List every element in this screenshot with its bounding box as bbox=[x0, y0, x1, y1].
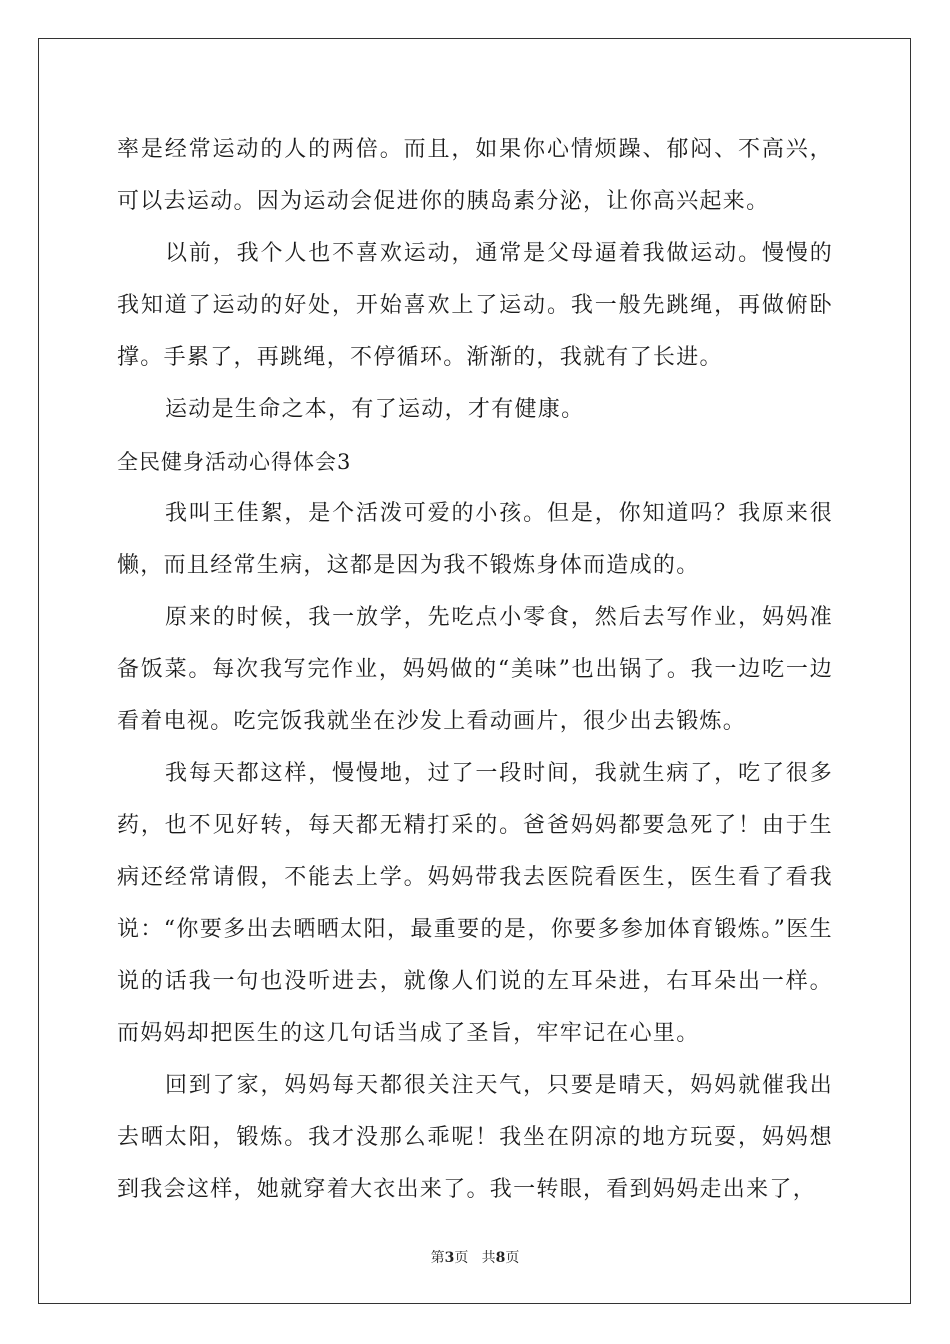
total-suffix: 页 bbox=[505, 1250, 520, 1266]
paragraph: 我每天都这样，慢慢地，过了一段时间，我就生病了，吃了很多药，也不见好转，每天都无精打采的。爸爸妈妈都要急死了！由于生病还经常请假，不能去上学。妈妈带我去医院看医生，医生看了看我说：“你要多出去晒晒太阳，最重要的是，你要多参加体育锻炼。”医生说的话我一句也没听进去，就像人们说的左耳朵进，右耳朵出一样。而妈妈却把医生的这几句话当成了圣旨，牢牢记在心里。 bbox=[117, 761, 833, 1046]
paragraph: 率是经常运动的人的两倍。而且，如果你心情烦躁、郁闷、不高兴，可以去运动。因为运动会促进你的胰岛素分泌，让你高兴起来。 bbox=[117, 137, 833, 214]
page-number: 3 bbox=[444, 1250, 455, 1266]
paragraph: 回到了家，妈妈每天都很关注天气，只要是晴天，妈妈就催我出去晒太阳，锻炼。我才没那么乖呢！我坐在阴凉的地方玩耍，妈妈想到我会这样，她就穿着大衣出来了。我一转眼，看到妈妈走出来了， bbox=[117, 1073, 833, 1202]
section-heading: 全民健身活动心得体会3 bbox=[117, 450, 352, 474]
paragraph: 运动是生命之本，有了运动，才有健康。 bbox=[165, 397, 585, 422]
document-body bbox=[117, 124, 833, 1216]
total-pages: 8 bbox=[495, 1250, 506, 1266]
total-prefix: 共 bbox=[481, 1250, 496, 1266]
page-suffix: 页 bbox=[454, 1250, 469, 1266]
paragraph: 原来的时候，我一放学，先吃点小零食，然后去写作业，妈妈准备饭菜。每次我写完作业，妈妈做的“美味”也出锅了。我一边吃一边看着电视。吃完饭我就坐在沙发上看动画片，很少出去锻炼。 bbox=[117, 605, 833, 734]
paragraph: 以前，我个人也不喜欢运动，通常是父母逼着我做运动。慢慢的我知道了运动的好处，开始喜欢上了运动。我一般先跳绳，再做俯卧撑。手累了，再跳绳，不停循环。渐渐的，我就有了长进。 bbox=[117, 241, 833, 370]
page-footer bbox=[0, 1247, 950, 1267]
page-prefix: 第 bbox=[430, 1250, 445, 1266]
paragraph: 我叫王佳絮，是个活泼可爱的小孩。但是，你知道吗？我原来很懒，而且经常生病，这都是因为我不锻炼身体而造成的。 bbox=[117, 501, 833, 578]
